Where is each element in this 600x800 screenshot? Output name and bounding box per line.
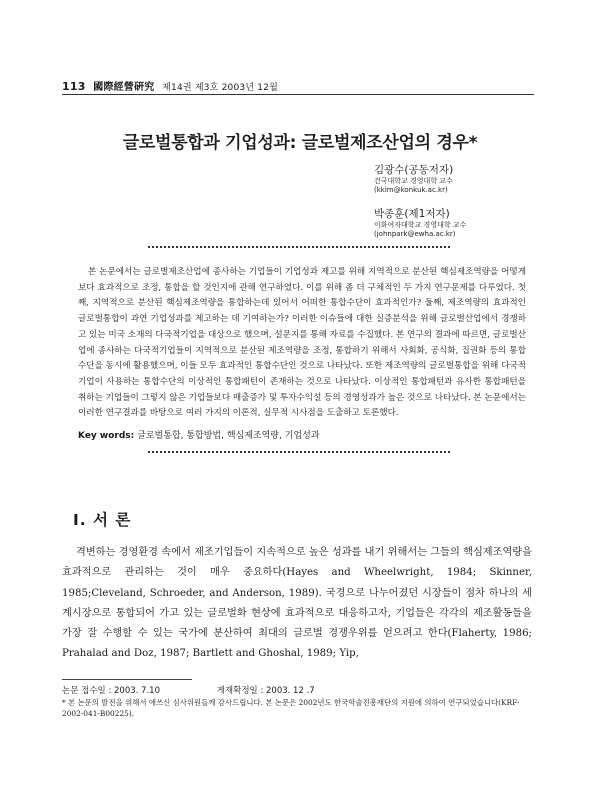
body-paragraph: 격변하는 경영환경 속에서 제조기업들이 지속적으로 높은 성과를 내기 위해서는 그들의 핵심제조역량을 효과적으로 관리하는 것이 매우 중요하다(Hayes and Wheelwright, 1984; Skinner, 1985;Cleveland, Schroeder, and Anderson, 1989). 국경으로 나누어졌던 시장들이 점차 하나의 세계시장으로 통합되어 가고 있는 글로벌화 현상에 효과적으로 대응하고자, 기업들은 각각의 제조활동들을 가장 잘 수행할 수 있는 국가에 분산하여 최대의 글로벌 경쟁우위를 얻으려고 한다(Flaherty, 1986; Prahalad and Doz, 1987; Bartlett and Ghoshal, 1989; Yip, bbox=[62, 547, 532, 660]
footnote-dates bbox=[62, 684, 315, 696]
author-affiliation: 이화여자대학교 경영대학 교수 bbox=[374, 221, 467, 229]
running-header bbox=[62, 78, 278, 93]
received-date: 논문 접수일 : 2003. 7.10 bbox=[62, 686, 160, 696]
volume-issue: 제14권 제3호 2003년 12월 bbox=[162, 83, 279, 93]
author-block-1 bbox=[374, 162, 534, 195]
footnote-text: * 본 논문의 발전을 위해서 애쓰신 심사위원들께 감사드립니다. 본 논문은 2002년도 한국학술진흥재단의 지원에 의하여 연구되었습니다(KRF-2002-041-B00225). bbox=[62, 698, 520, 718]
footnote-rule bbox=[62, 679, 192, 680]
abstract-text: 본 논문에서는 글로벌제조산업에 종사하는 기업들이 기업성과 제고를 위해 지역적으로 분산된 핵심제조역량을 어떻게 보다 효과적으로 조정, 통합을 할 것인지에 관해 연구하였다. 이를 위해 좀 더 구체적인 두 가지 연구문제를 다루었다. 첫째, 지역적으로 분산된 핵심제조역량을 통합하는데 있어서 어떠한 통합수단이 효과적인가? 둘째, 제조역량의 효과적인 글로벌통합이 과연 기업성과를 제고하는 데 기여하는가? 이러한 이슈들에 대한 실증분석을 위해 글로벌산업에서 경쟁하고 있는 미국 소재의 다국적기업을 대상으로 했으며, 설문지를 통해 자료를 수집했다. 본 연구의 결과에 따르면, 글로벌산업에 종사하는 다국적기업들이 지역적으로 분산된 제조역량을 조정, 통합하기 위해서 사회화, 공식화, 집권화 등의 통합수단을 동시에 활용했으며, 이들 모두 효과적인 통합수단인 것으로 나타났다. 또한 제조역량의 글로벌통합을 위해 다국적기업이 사용하는 통합수단의 이상적인 통합패턴이 존재하는 것으로 나타났다. 이상적인 통합패턴과 유사한 통합패턴을 취하는 기업들이 그렇지 않은 기업들보다 매출증가 및 투자수익설 등의 경영성과가 높은 것으로 나타났다. 본 논문에서는 이러한 연구결과를 바탕으로 여러 가지의 이론적, 실무적 시사점을 도출하고 토론했다. bbox=[78, 267, 526, 419]
author-name: 김광수(공동저자) bbox=[374, 164, 454, 176]
accepted-date: 게재확정일 : 2003. 12 .7 bbox=[216, 686, 315, 696]
header-rule bbox=[62, 94, 534, 95]
author-affiliation: 건국대학교 경영대학 교수 bbox=[374, 177, 453, 185]
paper-title: 글로벌통합과 기업성과: 글로벌제조산업의 경우* bbox=[122, 133, 478, 153]
author-block-2 bbox=[374, 206, 534, 239]
page-number: 113 bbox=[62, 80, 86, 93]
abstract-top-divider bbox=[148, 246, 450, 248]
keywords-terms: 글로벌통합, 통합방법, 핵심제조역량, 기업성과 bbox=[137, 431, 320, 441]
section-heading: I. 서 론 bbox=[73, 511, 132, 529]
keywords-label: Key words: bbox=[78, 431, 135, 441]
abstract-bottom-divider bbox=[148, 451, 450, 453]
author-name: 박종훈(제1저자) bbox=[374, 208, 450, 220]
keywords-line bbox=[78, 428, 320, 441]
journal-name: 國際經營硏究 bbox=[93, 82, 155, 93]
author-email: (johnpark@ewha.ac.kr) bbox=[374, 230, 456, 238]
author-email: (kkim@konkuk.ac.kr) bbox=[374, 186, 448, 194]
